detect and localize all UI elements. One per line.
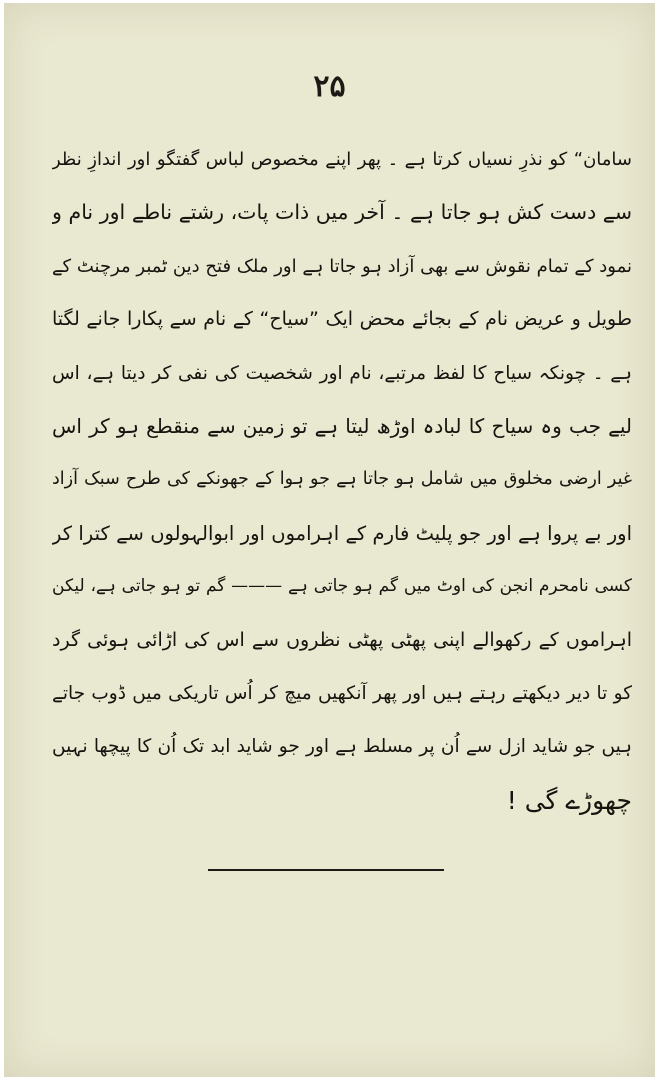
text-line: سے دست کش ہو جاتا ہے ۔ آخر میں ذات پات، رشتے ناطے اور نام و [52,200,632,225]
text-line-final: چھوڑے گی ! [506,785,632,815]
text-line: کسی نامحرم انجن کی اوٹ میں گم ہو جاتی ہے ——— گم تو ہو جاتی ہے، لیکن [52,576,632,597]
text-line: اہراموں کے رکھوالے اپنی پھٹی پھٹی نظروں سے اس کی اڑائی ہوئی گرد [52,628,632,651]
page-number: ۲۵ [313,69,346,104]
text-line: طویل و عریض نام کے بجائے محض ایک ”سیاح“ کے نام سے پکارا جانے لگتا [52,308,632,331]
text-line: اور بے پروا ہے اور جو پلیٹ فارم کے اہراموں اور ابوالہولوں سے کترا کر [52,521,632,545]
text-line: ہے ۔ چونکہ سیاح کا لفظ مرتبے، نام اور شخصیت کی نفی کر دیتا ہے، اس [52,362,632,384]
text-line: غیر ارضی مخلوق میں شامل ہو جاتا ہے جو ہوا کے جھونکے کی طرح سبک آزاد [52,469,632,490]
text-line: کو تا دیر دیکھتے رہتے ہیں اور پھر آنکھیں میچ کر اُس تاریکی میں ڈوب جاتے [52,682,632,704]
text-line: لیے جب وہ سیاح کا لبادہ اوڑھ لیتا ہے تو زمین سے منقطع ہو کر اس [52,413,632,438]
text-line: نمود کے تمام نقوش سے بھی آزاد ہو جاتا ہے اور ملک فتح دین ٹمبر مرچنٹ کے [52,255,632,277]
text-line: سامان“ کو نذرِ نسیاں کرتا ہے ۔ پھر اپنے مخصوص لباس گفتگو اور اندازِ نظر [52,149,632,170]
section-end-rule [208,869,444,871]
text-line: ہیں جو شاید ازل سے اُن پر مسلط ہے اور جو شاید ابد تک اُن کا پیچھا نہیں [52,736,632,758]
body-text [52,133,632,827]
book-page [4,3,655,1077]
